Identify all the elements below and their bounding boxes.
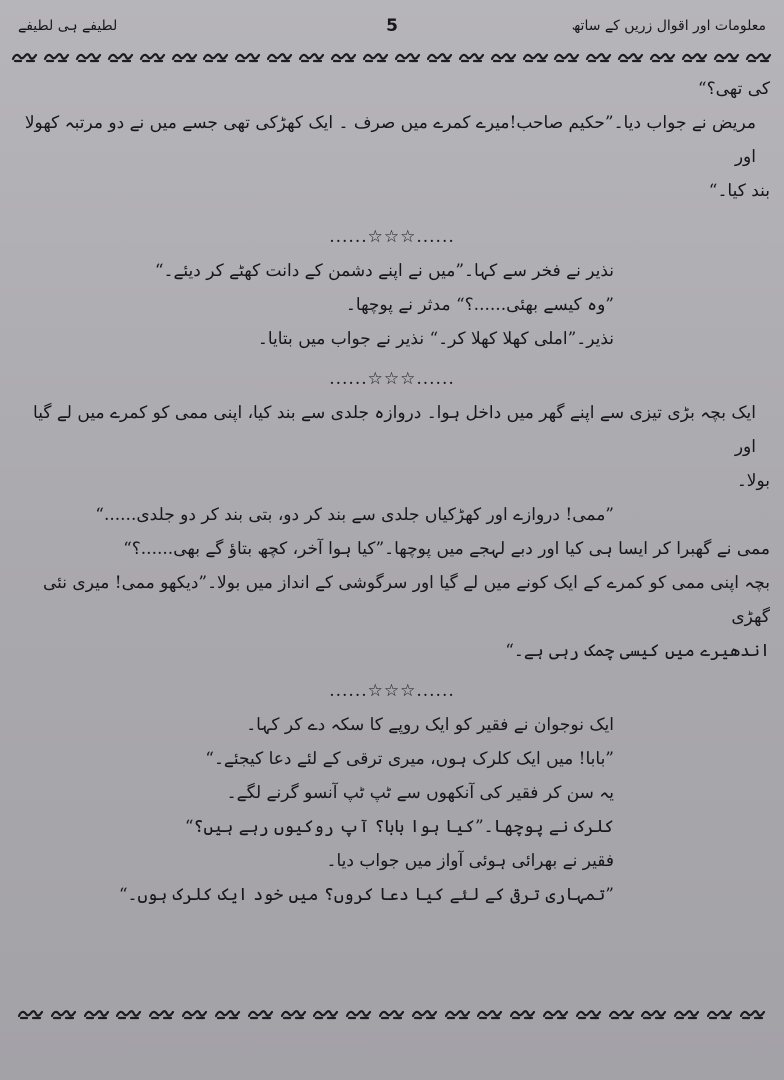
page-text xyxy=(14,72,770,912)
border-ornament-icon xyxy=(674,1008,700,1020)
top-ornament-border xyxy=(12,46,772,68)
border-ornament-icon xyxy=(299,51,325,63)
text-line: اندھیرے میں کیسی چمک رہی ہے۔“ xyxy=(505,641,770,661)
star-separator: ......☆☆☆...... xyxy=(329,227,455,247)
border-ornament-icon xyxy=(682,51,708,63)
border-ornament-icon xyxy=(116,1008,142,1020)
text-line: ”ممی! دروازے اور کھڑکیاں جلدی سے بند کر دو، بتی بند کر دو جلدی......“ xyxy=(95,505,614,525)
border-ornament-icon xyxy=(510,1008,536,1020)
border-ornament-icon xyxy=(76,51,102,63)
border-ornament-icon xyxy=(44,51,70,63)
border-ornament-icon xyxy=(427,51,453,63)
border-ornament-icon xyxy=(714,51,740,63)
border-ornament-icon xyxy=(395,51,421,63)
border-ornament-icon xyxy=(12,51,38,63)
border-ornament-icon xyxy=(650,51,676,63)
bottom-ornament-border xyxy=(18,1003,766,1025)
border-ornament-icon xyxy=(281,1008,307,1020)
border-ornament-icon xyxy=(523,51,549,63)
border-ornament-icon xyxy=(477,1008,503,1020)
text-line: مریض نے جواب دیا۔”حکیم صاحب!میرے کمرے میں صرف ۔ ایک کھڑکی تھی جسے میں نے دو مرتبہ کھولا اور xyxy=(24,113,756,167)
header-subtitle: معلومات اور اقوال زریں کے ساتھ xyxy=(571,18,766,34)
text-line: بند کیا۔“ xyxy=(708,181,770,201)
text-line: بچہ اپنی ممی کو کمرے کے ایک کونے میں لے گیا اور سرگوشی کے انداز میں بولا۔”دیکھو ممی! میری نئی گھڑی xyxy=(43,573,770,627)
border-ornament-icon xyxy=(609,1008,635,1020)
text-line: کی تھی؟“ xyxy=(697,79,770,99)
text-line: نذیر۔”املی کھلا کھلا کر۔“ نذیر نے جواب میں بتایا۔ xyxy=(257,329,614,349)
border-ornament-icon xyxy=(491,51,517,63)
border-ornament-icon xyxy=(346,1008,372,1020)
border-ornament-icon xyxy=(84,1008,110,1020)
border-ornament-icon xyxy=(445,1008,471,1020)
border-ornament-icon xyxy=(313,1008,339,1020)
border-ornament-icon xyxy=(363,51,389,63)
border-ornament-icon xyxy=(182,1008,208,1020)
border-ornament-icon xyxy=(18,1008,44,1020)
border-ornament-icon xyxy=(108,51,134,63)
border-ornament-icon xyxy=(543,1008,569,1020)
border-ornament-icon xyxy=(51,1008,77,1020)
border-ornament-icon xyxy=(641,1008,667,1020)
border-ornament-icon xyxy=(586,51,612,63)
header-book-title: لطیفے ہی لطیفے xyxy=(18,18,118,34)
text-line: ”وہ کیسے بھئی......؟“ مدثر نے پوچھا۔ xyxy=(345,295,614,315)
text-line: فقیر نے بھرائی ہوئی آواز میں جواب دیا۔ xyxy=(326,851,614,871)
border-ornament-icon xyxy=(140,51,166,63)
text-line: ایک بچہ بڑی تیزی سے اپنے گھر میں داخل ہوا۔ دروازہ جلدی سے بند کیا، اپنی ممی کو کمرے میں لے گیا اور xyxy=(33,403,756,457)
border-ornament-icon xyxy=(149,1008,175,1020)
text-line: کلرک نے پوچھا۔”کیا ہوا بابا؟ آپ روکیوں رہے ہیں؟“ xyxy=(184,817,614,837)
border-ornament-icon xyxy=(379,1008,405,1020)
border-ornament-icon xyxy=(707,1008,733,1020)
text-line: ممی نے گھبرا کر ایسا ہی کیا اور دبے لہجے میں پوچھا۔”کیا ہوا آخر، کچھ بتاؤ گے بھی......؟“ xyxy=(123,539,770,559)
border-ornament-icon xyxy=(412,1008,438,1020)
border-ornament-icon xyxy=(235,51,261,63)
text-line: ”بابا! میں ایک کلرک ہوں، میری ترقی کے لئے دعا کیجئے۔“ xyxy=(205,749,614,769)
star-separator: ......☆☆☆...... xyxy=(329,369,455,389)
border-ornament-icon xyxy=(172,51,198,63)
page-number: 5 xyxy=(386,16,398,36)
text-line: یہ سن کر فقیر کی آنکھوں سے ٹپ ٹپ آنسو گرنے لگے۔ xyxy=(226,783,614,803)
border-ornament-icon xyxy=(746,51,772,63)
text-line: ”تمہاری ترقی کے لئے کیا دعا کروں؟ میں خود ایک کلرک ہوں۔“ xyxy=(118,885,614,905)
border-ornament-icon xyxy=(267,51,293,63)
border-ornament-icon xyxy=(554,51,580,63)
border-ornament-icon xyxy=(203,51,229,63)
star-separator: ......☆☆☆...... xyxy=(329,681,455,701)
page-header xyxy=(18,16,766,42)
text-line: ایک نوجوان نے فقیر کو ایک روپے کا سکہ دے کر کہا۔ xyxy=(246,715,614,735)
border-ornament-icon xyxy=(331,51,357,63)
border-ornament-icon xyxy=(248,1008,274,1020)
border-ornament-icon xyxy=(576,1008,602,1020)
text-line: نذیر نے فخر سے کہا۔”میں نے اپنے دشمن کے دانت کھٹے کر دیئے۔“ xyxy=(154,261,614,281)
border-ornament-icon xyxy=(618,51,644,63)
border-ornament-icon xyxy=(459,51,485,63)
text-line: بولا۔ xyxy=(736,471,770,491)
border-ornament-icon xyxy=(215,1008,241,1020)
border-ornament-icon xyxy=(740,1008,766,1020)
